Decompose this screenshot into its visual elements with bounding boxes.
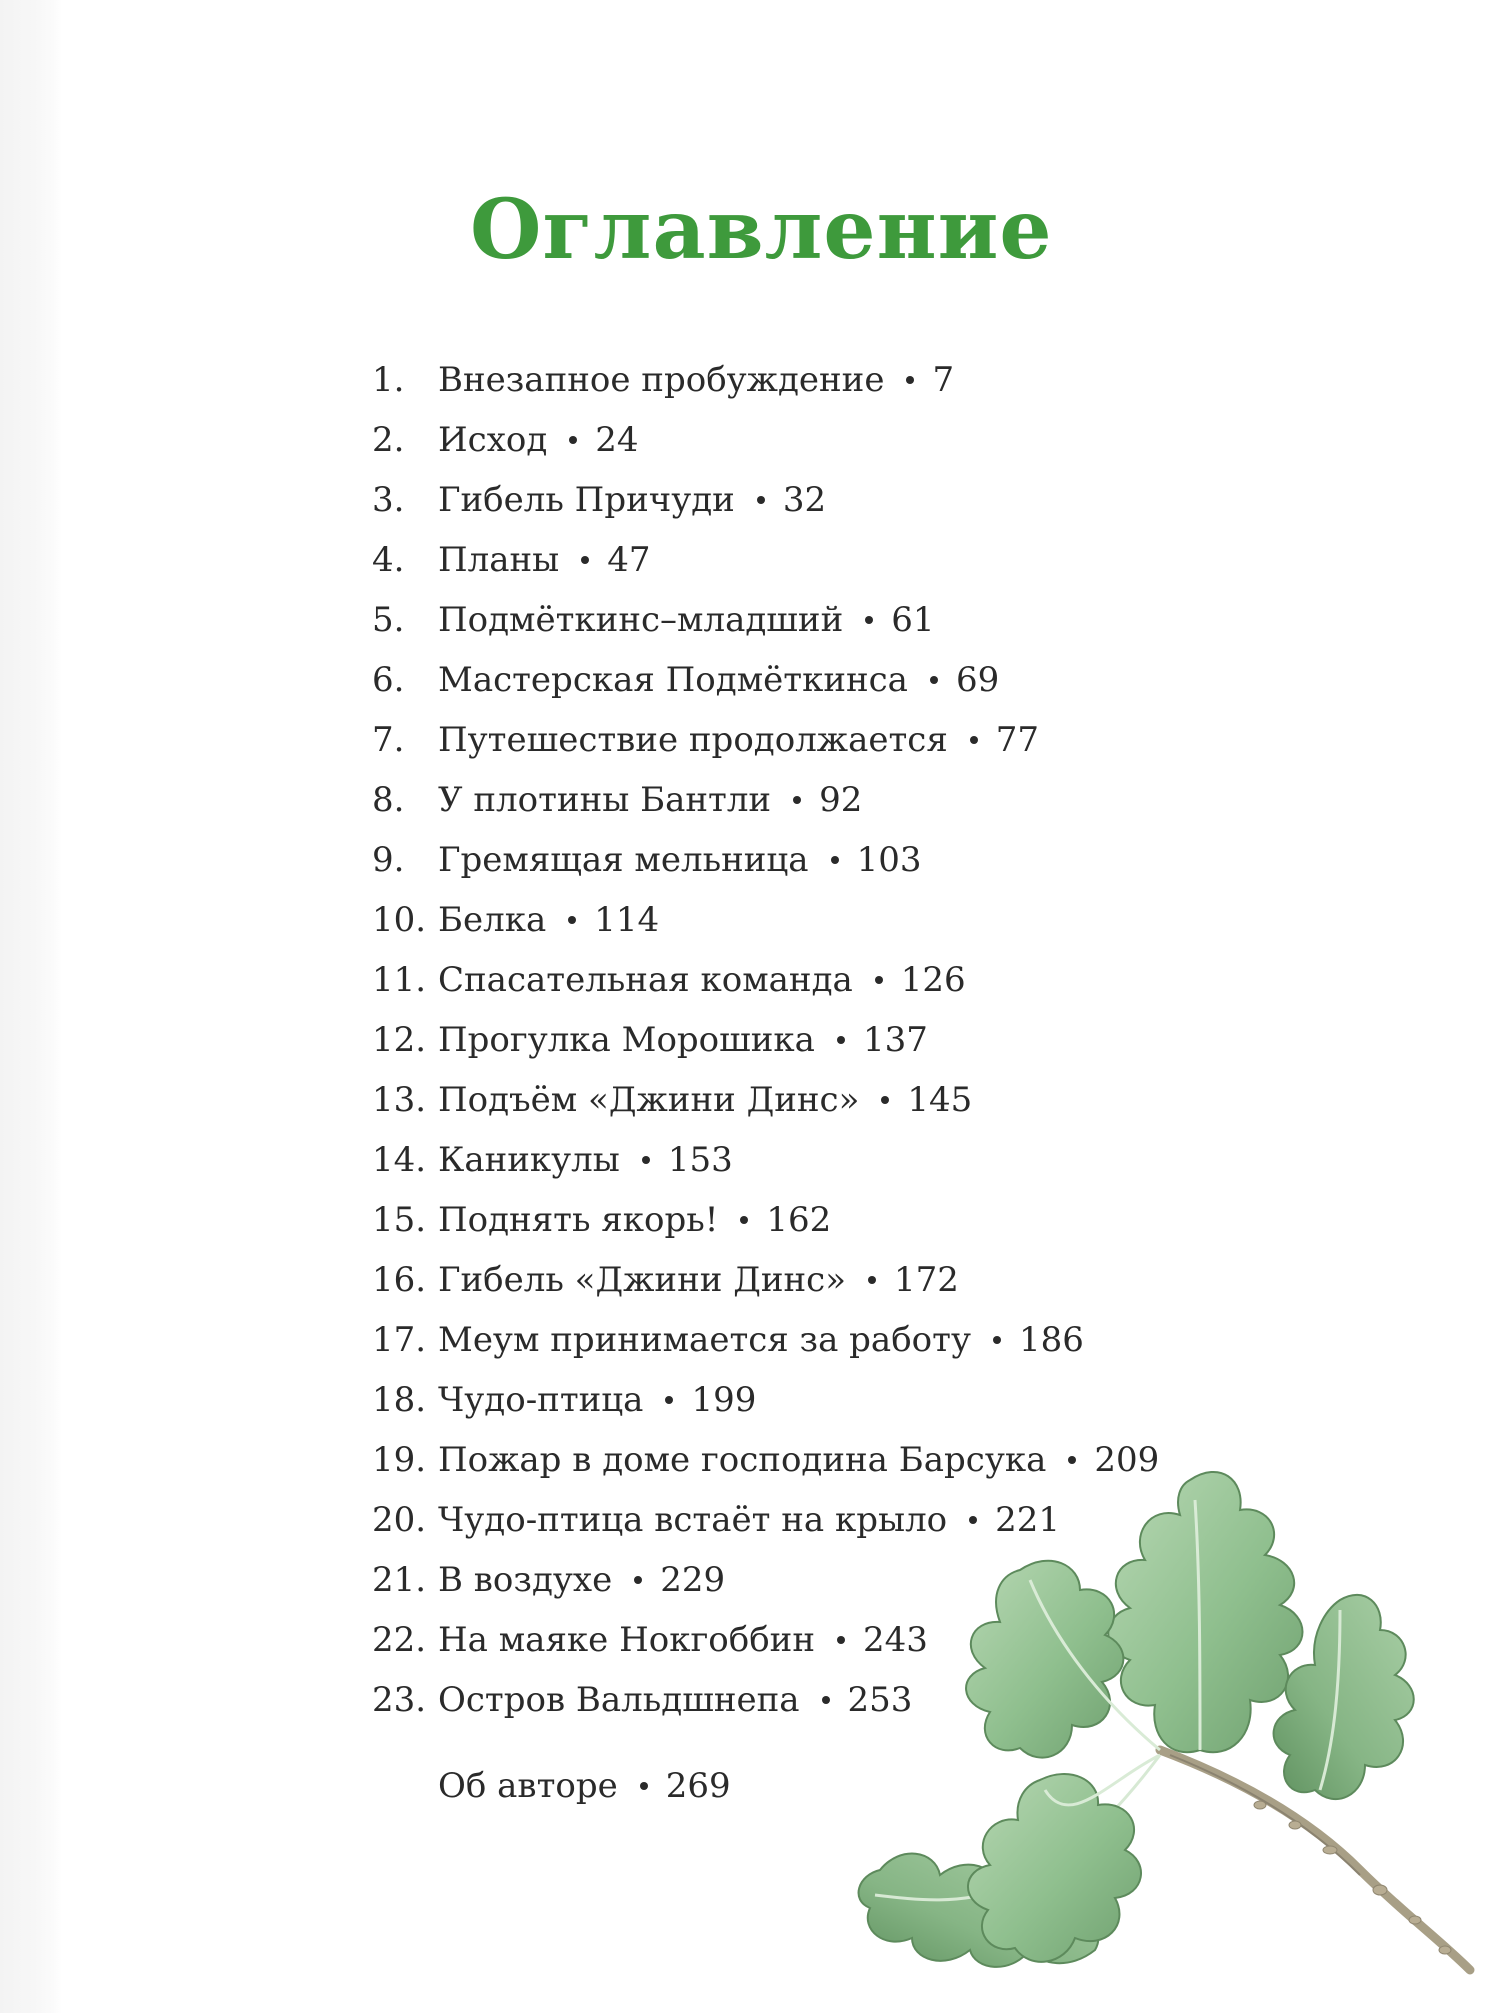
chapter-title: Гибель Причуди bbox=[438, 480, 735, 520]
toc-entry-10[interactable] bbox=[372, 890, 1272, 950]
separator-bullet bbox=[837, 1036, 845, 1044]
chapter-title: Чудо-птица bbox=[438, 1380, 644, 1420]
toc-entry-16[interactable] bbox=[372, 1250, 1272, 1310]
chapter-number: 4. bbox=[372, 540, 405, 580]
chapter-number: 19. bbox=[372, 1440, 427, 1480]
chapter-page: 145 bbox=[907, 1080, 973, 1120]
chapter-page: 199 bbox=[691, 1380, 757, 1420]
separator-bullet bbox=[569, 436, 577, 444]
toc-entry-6[interactable] bbox=[372, 650, 1272, 710]
chapter-page: 114 bbox=[594, 900, 660, 940]
chapter-page: 243 bbox=[863, 1620, 928, 1660]
chapter-title: Каникулы bbox=[438, 1140, 620, 1180]
chapter-page: 61 bbox=[891, 600, 935, 640]
chapter-page: 269 bbox=[665, 1766, 731, 1806]
chapter-title: Пожар в доме господина Барсука bbox=[438, 1440, 1047, 1480]
toc-entry-12[interactable] bbox=[372, 1010, 1272, 1070]
chapter-page: 172 bbox=[894, 1260, 959, 1300]
chapter-number: 3. bbox=[372, 480, 405, 520]
chapter-number: 20. bbox=[372, 1500, 427, 1540]
chapter-number: 2. bbox=[372, 420, 405, 460]
chapter-page: 126 bbox=[900, 960, 966, 1000]
toc-entry-9[interactable] bbox=[372, 830, 1272, 890]
separator-bullet bbox=[634, 1576, 642, 1584]
chapter-title: На маяке Нокгоббин bbox=[438, 1620, 815, 1660]
separator-bullet bbox=[568, 916, 576, 924]
separator-bullet bbox=[757, 496, 765, 504]
chapter-page: 92 bbox=[819, 780, 863, 820]
chapter-number: 12. bbox=[372, 1020, 427, 1060]
separator-bullet bbox=[906, 376, 914, 384]
separator-bullet bbox=[868, 1276, 876, 1284]
page-title: Оглавление bbox=[470, 182, 1053, 278]
separator-bullet bbox=[831, 856, 839, 864]
chapter-title: Об авторе bbox=[438, 1766, 618, 1806]
chapter-number: 14. bbox=[372, 1140, 427, 1180]
separator-bullet bbox=[930, 676, 938, 684]
chapter-page: 153 bbox=[667, 1140, 733, 1180]
chapter-number: 17. bbox=[372, 1320, 427, 1360]
separator-bullet bbox=[665, 1396, 673, 1404]
chapter-page: 186 bbox=[1018, 1320, 1084, 1360]
chapter-page: 137 bbox=[862, 1020, 928, 1060]
chapter-title: Подмёткинс–младший bbox=[438, 600, 844, 640]
chapter-title: Спасательная команда bbox=[438, 960, 853, 1000]
toc-entry-18[interactable] bbox=[372, 1370, 1272, 1430]
chapter-number: 15. bbox=[372, 1200, 427, 1240]
chapter-number: 8. bbox=[372, 780, 405, 820]
separator-bullet bbox=[740, 1216, 748, 1224]
chapter-number: 22. bbox=[372, 1620, 427, 1660]
toc-entry-3[interactable] bbox=[372, 470, 1272, 530]
separator-bullet bbox=[865, 616, 873, 624]
separator-bullet bbox=[993, 1336, 1001, 1344]
separator-bullet bbox=[581, 556, 589, 564]
separator-bullet bbox=[793, 796, 801, 804]
chapter-page: 47 bbox=[607, 540, 651, 580]
chapter-number: 16. bbox=[372, 1260, 427, 1300]
chapter-number: 21. bbox=[372, 1560, 427, 1600]
toc-entry-1[interactable] bbox=[372, 350, 1272, 410]
separator-bullet bbox=[881, 1096, 889, 1104]
separator-bullet bbox=[822, 1696, 830, 1704]
chapter-number: 5. bbox=[372, 600, 405, 640]
chapter-number: 11. bbox=[372, 960, 427, 1000]
chapter-title: У плотины Бантли bbox=[438, 780, 772, 820]
chapter-page: 162 bbox=[766, 1200, 832, 1240]
toc-entry-14[interactable] bbox=[372, 1130, 1272, 1190]
chapter-page: 229 bbox=[660, 1560, 726, 1600]
chapter-page: 7 bbox=[932, 360, 955, 400]
toc-entry-5[interactable] bbox=[372, 590, 1272, 650]
chapter-title: Внезапное пробуждение bbox=[438, 360, 885, 400]
chapter-number: 7. bbox=[372, 720, 405, 760]
chapter-title: Остров Вальдшнепа bbox=[438, 1680, 800, 1720]
toc-entry-8[interactable] bbox=[372, 770, 1272, 830]
chapter-title: Прогулка Морошика bbox=[438, 1020, 815, 1060]
chapter-number: 13. bbox=[372, 1080, 427, 1120]
chapter-title: Поднять якорь! bbox=[438, 1200, 719, 1240]
chapter-number: 18. bbox=[372, 1380, 427, 1420]
separator-bullet bbox=[640, 1782, 648, 1790]
separator-bullet bbox=[970, 736, 978, 744]
chapter-page: 69 bbox=[955, 660, 1000, 700]
chapter-page: 209 bbox=[1094, 1440, 1160, 1480]
chapter-title: Чудо-птица встаёт на крыло bbox=[438, 1500, 948, 1540]
toc-entry-15[interactable] bbox=[372, 1190, 1272, 1250]
chapter-number: 10. bbox=[372, 900, 427, 940]
chapter-title: Гибель «Джини Динс» bbox=[438, 1260, 846, 1300]
separator-bullet bbox=[642, 1156, 650, 1164]
chapter-title: Белка bbox=[438, 900, 547, 940]
chapter-title: Исход bbox=[438, 420, 548, 460]
chapter-page: 32 bbox=[782, 480, 827, 520]
toc-entry-13[interactable] bbox=[372, 1070, 1272, 1130]
chapter-page: 103 bbox=[856, 840, 922, 880]
chapter-page: 253 bbox=[847, 1680, 913, 1720]
chapter-page: 77 bbox=[995, 720, 1040, 760]
chapter-number: 6. bbox=[372, 660, 405, 700]
chapter-title: Меум принимается за работу bbox=[438, 1320, 971, 1360]
chapter-page: 24 bbox=[595, 420, 639, 460]
separator-bullet bbox=[875, 976, 883, 984]
chapter-number: 23. bbox=[372, 1680, 427, 1720]
chapter-page: 221 bbox=[995, 1500, 1061, 1540]
chapter-title: Планы bbox=[438, 540, 560, 580]
chapter-title: В воздухе bbox=[438, 1560, 613, 1600]
chapter-title: Гремящая мельница bbox=[438, 840, 809, 880]
chapter-number: 9. bbox=[372, 840, 405, 880]
toc-entry-17[interactable] bbox=[372, 1310, 1272, 1370]
toc-entry-2[interactable] bbox=[372, 410, 1272, 470]
toc-entry-4[interactable] bbox=[372, 530, 1272, 590]
chapter-title: Подъём «Джини Динс» bbox=[438, 1080, 860, 1120]
chapter-number: 1. bbox=[372, 360, 405, 400]
chapter-title: Путешествие продолжается bbox=[438, 720, 948, 760]
chapter-title: Мастерская Подмёткинса bbox=[438, 660, 908, 700]
oak-branch-illustration bbox=[840, 1450, 1500, 2013]
toc-entry-11[interactable] bbox=[372, 950, 1272, 1010]
toc-entry-7[interactable] bbox=[372, 710, 1272, 770]
